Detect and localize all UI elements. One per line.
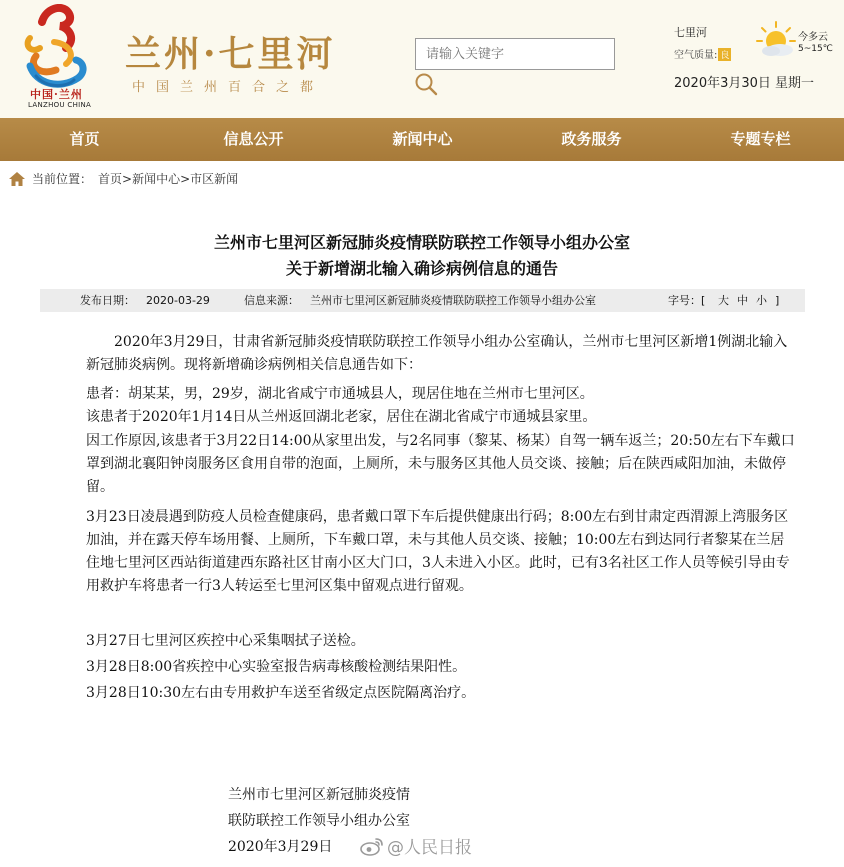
breadcrumb-city-news[interactable]: 市区新闻 xyxy=(190,172,239,186)
home-icon xyxy=(8,171,26,187)
aqi-label: 空气质量: xyxy=(674,50,718,61)
search-input[interactable] xyxy=(415,38,615,70)
publish-date-label: 发布日期： xyxy=(80,294,135,307)
logo-english-text: LANZHOU CHINA xyxy=(28,101,92,109)
nav-item-gov-services[interactable]: 政务服务 xyxy=(561,130,622,148)
font-size-large[interactable]: 大 xyxy=(718,294,729,307)
article-meta-bar xyxy=(40,289,805,312)
article-paragraph: 3月23日凌晨遇到防疫人员检查健康码，患者戴口罩下车后提供健康出行码；8:00左右到甘肃定西渭源上湾服务区加油，并在露天停车场用餐、上厕所，下车戴口罩，未与其他人员交谈、接触；10:00左右到达同行者黎某在兰居住地七里河区西站街道建西东路社区甘南小区大门口，3人未进入小区。此时，已有3名社区工作人员等候引导由专用救护车将患者一行3人转运至七里河区集中留观点进行留观。 xyxy=(86,509,790,594)
article-paragraph: 3月28日10:30左右由专用救护车送至省级定点医院隔离治疗。 xyxy=(86,685,476,701)
nav-item-special-topics[interactable]: 专题专栏 xyxy=(730,130,791,148)
partly-cloudy-icon xyxy=(756,20,796,60)
nav-item-info-disclosure[interactable]: 信息公开 xyxy=(223,130,284,148)
article-paragraph: 患者：胡某某，男，29岁，湖北省咸宁市通城县人，现居住地在兰州市七里河区。 xyxy=(86,386,594,402)
font-size-small[interactable]: 小 xyxy=(756,294,767,307)
current-date: 2020年3月30日 星期一 xyxy=(674,76,815,91)
source-value: 兰州市七里河区新冠肺炎疫情联防联控工作领导小组办公室 xyxy=(310,294,596,307)
breadcrumb xyxy=(8,170,238,187)
breadcrumb-prefix: 当前位置： xyxy=(32,172,93,186)
signature-line2: 联防联控工作领导小组办公室 xyxy=(228,813,410,829)
logo-chinese-text: 中国·兰州 xyxy=(30,88,83,101)
article-paragraph: 2020年3月29日，甘肃省新冠肺炎疫情联防联控工作领导小组办公室确认，兰州市七里河区新增1例湖北输入新冠肺炎病例。现将新增确诊病例相关信息通告如下： xyxy=(86,334,788,373)
breadcrumb-home[interactable]: 首页 xyxy=(98,172,123,186)
watermark xyxy=(360,833,472,858)
font-size-close: ] xyxy=(775,294,780,307)
article-paragraph: 3月28日8:00省疾控中心实验室报告病毒核酸检测结果阳性。 xyxy=(86,659,467,675)
signature-date: 2020年3月29日 xyxy=(228,839,333,855)
weather-condition: 今多云 xyxy=(798,32,828,43)
publish-date: 2020-03-29 xyxy=(146,294,210,307)
weather-temperature: 5~15℃ xyxy=(798,44,833,54)
weibo-icon xyxy=(360,836,384,856)
article-title-line2: 关于新增湖北输入确诊病例信息的通告 xyxy=(285,259,558,278)
font-size-label: 字号：[ xyxy=(668,294,706,307)
article-title-line1: 兰州市七里河区新冠肺炎疫情联防联控工作领导小组办公室 xyxy=(213,233,630,252)
site-slogan: 中国兰州百合之都 xyxy=(132,80,325,95)
weather-city: 七里河 xyxy=(674,26,707,39)
site-header xyxy=(0,0,844,118)
weather-air-quality xyxy=(674,46,731,61)
breadcrumb-separator: > xyxy=(122,171,133,186)
main-nav xyxy=(0,118,844,161)
article-paragraph: 该患者于2020年1月14日从兰州返回湖北老家，居住在湖北省咸宁市通城县家里。 xyxy=(86,409,597,425)
breadcrumb-separator: > xyxy=(180,171,191,186)
article-paragraph: 3月27日七里河区疾控中心采集咽拭子送检。 xyxy=(86,633,365,649)
nav-item-home[interactable]: 首页 xyxy=(69,130,100,148)
font-size-medium[interactable]: 中 xyxy=(737,294,748,307)
breadcrumb-news-center[interactable]: 新闻中心 xyxy=(132,172,181,186)
signature-line1: 兰州市七里河区新冠肺炎疫情 xyxy=(228,787,410,803)
article-paragraph: 因工作原因,该患者于3月22日14:00从家里出发，与2名同事（黎某、杨某）自驾一辆车返兰；20:50左右下车戴口罩到湖北襄阳钟岗服务区食用自带的泡面，上厕所，未与服务区其他人员交谈、接触；后在陕西咸阳加油，未做停留。 xyxy=(86,433,795,495)
site-title: 兰州·七里河 xyxy=(125,33,336,75)
source-label: 信息来源： xyxy=(244,294,299,307)
search-icon[interactable] xyxy=(414,72,438,96)
nav-item-news-center[interactable]: 新闻中心 xyxy=(392,130,453,148)
aqi-badge: 良 xyxy=(718,48,731,61)
watermark-text: @人民日报 xyxy=(387,838,472,858)
